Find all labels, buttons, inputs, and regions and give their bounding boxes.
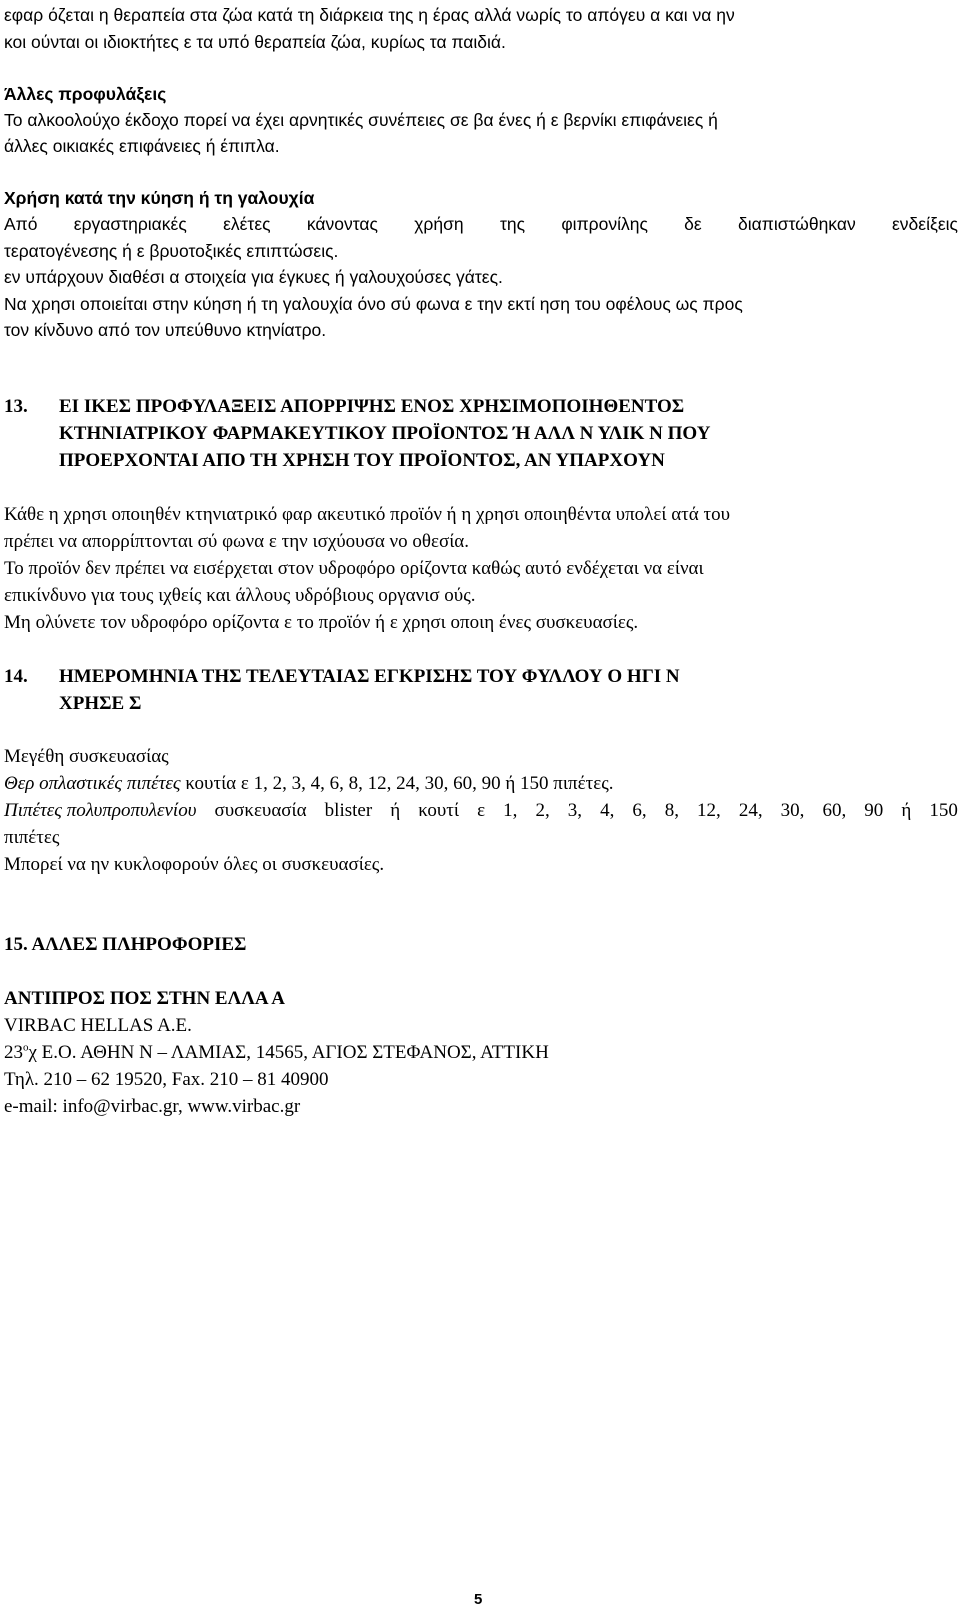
word: 30, (780, 800, 805, 821)
word: κουτί (418, 800, 460, 821)
section-13-number: 13. (4, 396, 28, 417)
pack-type-thermoplastic: Θερ οπλαστικές πιπέτες (4, 773, 181, 794)
pack-sizes-line-1-rest: κουτία ε 1, 2, 3, 4, 6, 8, 12, 24, 30, 60, 90 ή 150 πιπέτες. (180, 773, 614, 794)
word: 24, (738, 800, 763, 821)
section-14-heading-line-2: ΧΡΗΣΕ Σ (59, 693, 142, 714)
word: κάνοντας (306, 214, 378, 234)
word: ή (901, 800, 912, 821)
section-13-line-5: Μη ολύνετε τον υδροφόρο ορίζοντα ε το προϊόν ή ε χρησι οποιη ένες συσκευασίες. (4, 612, 639, 633)
word: 2, (535, 800, 550, 821)
word: ε (477, 800, 486, 821)
word: 8, (664, 800, 679, 821)
intro-line-2: κοι ούνται οι ιδιοκτήτες ε τα υπό θεραπεία ζώα, κυρίως τα παιδιά. (4, 32, 506, 52)
section-13-title-1: ΕΙ ΙΚΕΣ ΠΡΟΦΥΛΑΞΕΙΣ ΑΠΟΡΡΙΨΗΣ ΕΝΟΣ ΧΡΗΣΙΜΟΠΟΙΗΘΕΝΤΟΣ (59, 396, 685, 417)
pregnancy-line-1 (4, 216, 958, 234)
word: 6, (632, 800, 647, 821)
section-13-line-4: επικίνδυνο για τους ιχθείς και άλλους υδρόβιους οργανισ ούς. (4, 585, 476, 606)
section-13-heading-line-1 (4, 397, 684, 416)
section-13-heading-line-2: ΚΤΗΝΙΑΤΡΙΚΟΥ ΦΑΡΜΑΚΕΥΤΙΚΟΥ ΠΡΟΪΟΝΤΟΣ Ή ΑΛΛ Ν ΥΛΙΚ Ν ΠΟΥ (59, 423, 711, 444)
word: ενδείξεις (892, 214, 958, 234)
pregnancy-title: Χρήση κατά την κύηση ή τη γαλουχία (4, 188, 315, 208)
section-15-title: 15. ΑΛΛΕΣ ΠΛΗΡΟΦΟΡΙΕΣ (4, 934, 247, 955)
pack-sizes-line-4: Μπορεί να ην κυκλοφορούν όλες οι συσκευασίες. (4, 854, 385, 875)
other-precautions-line-1: Το αλκοολούχο έκδοχο πορεί να έχει αρνητικές συνέπειες σε βα ένες ή ε βερνίκι επιφάνειες ή (4, 110, 718, 130)
word: ή (390, 800, 401, 821)
word: της (499, 214, 526, 234)
pack-sizes-title: Μεγέθη συσκευασίας (4, 746, 169, 767)
section-14-number: 14. (4, 666, 28, 687)
pregnancy-line-2: τερατογένεσης ή ε βρυοτοξικές επιπτώσεις. (4, 241, 339, 261)
intro-line-1: εφαρ όζεται η θεραπεία στα ζώα κατά τη διάρκεια της η έρας αλλά νωρίς το απόγευ α και να ην (4, 5, 735, 25)
word: χρήση (414, 214, 464, 234)
pregnancy-line-4: Να χρησι οποιείται στην κύηση ή τη γαλουχία όνο σύ φωνα ε την εκτί ηση του οφέλους ως προς (4, 294, 743, 314)
address-number: 23 (4, 1042, 23, 1063)
word: ελέτες (223, 214, 271, 234)
word: blister (324, 800, 373, 821)
section-13-line-2: πρέπει να απορρίπτονται σύ φωνα ε την ισχύουσα νο οθεσία. (4, 531, 470, 552)
word: 3, (567, 800, 583, 821)
section-14-title-1: ΗΜΕΡΟΜΗΝΙΑ ΤΗΣ ΤΕΛΕΥΤΑΙΑΣ ΕΓΚΡΙΣΗΣ ΤΟΥ ΦΥΛΛΟΥ Ο ΗΓΙ Ν (59, 666, 680, 687)
address-superscript: ο (23, 1041, 29, 1054)
pregnancy-line-5: τον κίνδυνο από τον υπεύθυνο κτηνίατρο. (4, 320, 327, 340)
section-13-line-3: Το προϊόν δεν πρέπει να εισέρχεται στον υδροφόρο ορίζοντα καθώς αυτό ενδέχεται να είναι (4, 558, 704, 579)
company-name: VIRBAC HELLAS A.E. (4, 1015, 192, 1036)
pack-sizes-line-3: πιπέτες (4, 827, 60, 848)
word: 60, (822, 800, 847, 821)
pregnancy-line-3: εν υπάρχουν διαθέσι α στοιχεία για έγκυες ή γαλουχούσες γάτες. (4, 267, 503, 287)
section-14-heading-line-1 (4, 667, 680, 686)
word: 4, (600, 800, 615, 821)
word: 12, (697, 800, 721, 821)
word: εργαστηριακές (73, 214, 187, 234)
representative-title: ΑΝΤΙΠΡΟΣ ΠΟΣ ΣΤΗΝ ΕΛΛΑ Α (4, 988, 285, 1009)
word: δε (684, 214, 702, 234)
word: 150 (929, 800, 958, 821)
word: διαπιστώθηκαν (738, 214, 856, 234)
other-precautions-title: Άλλες προφυλάξεις (4, 84, 167, 104)
section-13-heading-line-3: ΠΡΟΕΡΧΟΝΤΑΙ ΑΠΟ ΤΗ ΧΡΗΣΗ ΤΟΥ ΠΡΟΪΟΝΤΟΣ, ΑΝ ΥΠΑΡΧΟΥΝ (59, 450, 665, 471)
word: φιπρονίλης (561, 214, 648, 234)
pack-sizes-line-2 (4, 801, 958, 820)
address-rest: χ Ε.Ο. ΑΘΗΝ Ν – ΛΑΜΙΑΣ, 14565, ΑΓΙΟΣ ΣΤΕΦΑΝΟΣ, ΑΤΤΙΚΗ (28, 1042, 549, 1063)
word: 1, (503, 800, 518, 821)
word: 90 (864, 800, 884, 821)
word: Από (4, 214, 38, 234)
company-address (4, 1043, 549, 1062)
page-number: 5 (474, 1591, 483, 1608)
pack-sizes-line-1 (4, 774, 613, 793)
pack-type-polypropylene: Πιπέτες πολυπροπυλενίου (4, 800, 197, 821)
section-13-line-1: Κάθε η χρησι οποιηθέν κτηνιατρικό φαρ ακευτικό προϊόν ή η χρησι οποιηθέντα υπολεί ατά του (4, 504, 731, 525)
word: συσκευασία (214, 800, 307, 821)
other-precautions-line-2: άλλες οικιακές επιφάνειες ή έπιπλα. (4, 136, 280, 156)
company-phone: Τηλ. 210 – 62 19520, Fax. 210 – 81 40900 (4, 1069, 329, 1090)
company-email: e-mail: info@virbac.gr, www.virbac.gr (4, 1096, 301, 1117)
